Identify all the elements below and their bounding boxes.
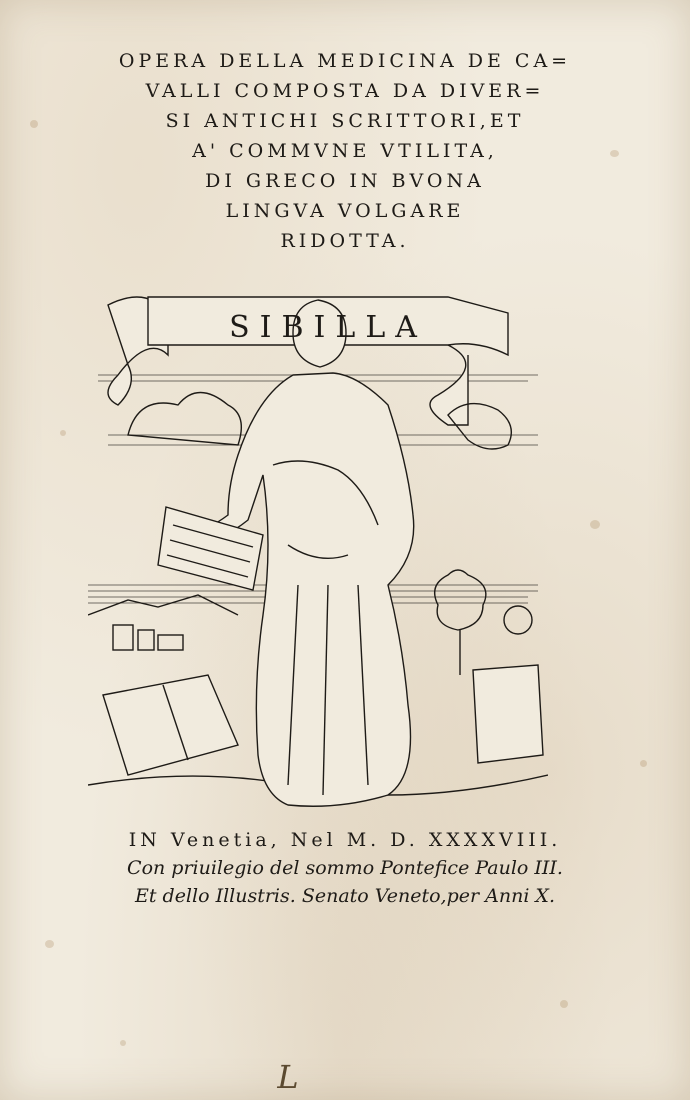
town: [113, 625, 133, 650]
foxing-spot: [640, 760, 647, 767]
title-line: SI ANTICHI SCRITTORI,ET: [165, 110, 525, 132]
imprint-place-date: IN Venetia, Nel M. D. XXXXVIII.: [128, 829, 562, 851]
tree: [435, 570, 486, 630]
foxing-spot: [590, 520, 600, 529]
book-title: [0, 46, 690, 256]
imprint-senate: Et dello Illustris. Senato Veneto,per Anni X.: [134, 885, 555, 907]
foxing-spot: [45, 940, 54, 948]
title-line: LINGVA VOLGARE: [225, 200, 465, 222]
title-line: OPERA DELLA MEDICINA DE CA=: [118, 50, 572, 72]
title-line: VALLI COMPOSTA DA DIVER=: [145, 80, 545, 102]
mountain: [88, 595, 238, 615]
sibyl-woodcut-illustration: [88, 285, 548, 810]
foxing-spot: [120, 1040, 126, 1046]
banner-text: SIBILLA: [229, 310, 427, 345]
title-line: DI GRECO IN BVONA: [205, 170, 485, 192]
title-line: A' COMMVNE VTILITA,: [192, 140, 498, 162]
open-book: [103, 675, 238, 775]
imprint-privilege: Con priuilegio del sommo Pontefice Paulo III.: [127, 857, 563, 879]
imprint: [0, 826, 690, 910]
standing-book: [473, 665, 543, 763]
cloud: [128, 393, 241, 446]
title-line: RIDOTTA.: [280, 230, 410, 252]
foxing-spot: [60, 430, 66, 436]
foxing-spot: [560, 1000, 568, 1008]
signature-mark: L: [277, 1058, 299, 1096]
